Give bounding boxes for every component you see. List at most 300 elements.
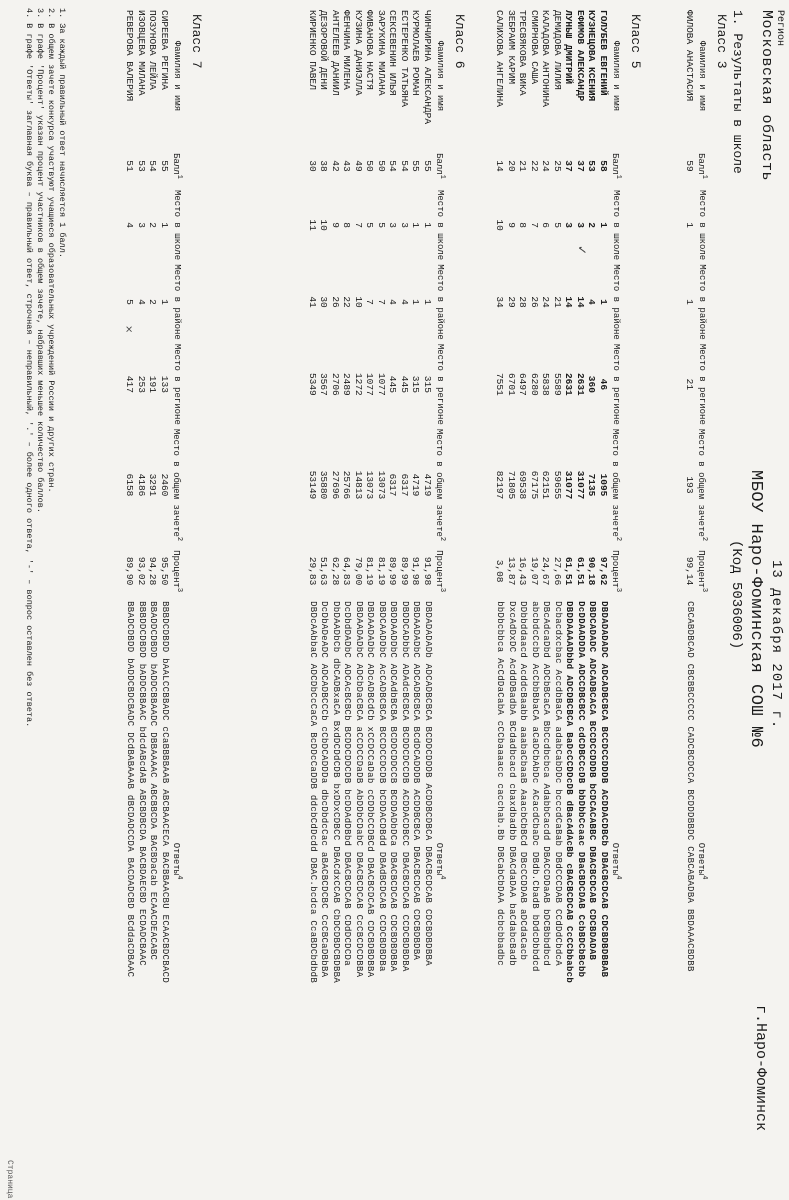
col-place-region-cell: 315 xyxy=(422,375,433,393)
col-answers-cell: DBDAADADbC ADCbDaCBCA aCCDCCDaDB AbDDbCDabC DBACBCDCAB CcCBCDCDBBA xyxy=(354,601,364,978)
col-place-school-cell: 2 xyxy=(586,222,598,228)
col-percent-header xyxy=(695,543,709,599)
col-name-cell: РЕВЕРОВА ВАЛЕРИЯ xyxy=(124,10,136,102)
col-place-school-cell: 1 xyxy=(422,222,433,228)
footnote-ref: 4 xyxy=(438,875,446,880)
col-place-school-cell: 4 xyxy=(124,222,136,228)
col-score-cell: 49 xyxy=(353,160,364,172)
col-place-region-header-label: Место в регионе xyxy=(435,343,446,425)
col-name-cell: АНТЕЛЕЕВ ДАНИИЛ xyxy=(330,10,341,96)
col-name-cell: СМИРНОВА САША xyxy=(529,10,540,85)
col-place-overall-header xyxy=(695,427,709,543)
col-place-region-cell: 133 xyxy=(159,375,170,393)
col-name-header xyxy=(433,8,447,144)
col-answers-cell: DBDADADADb ADCADBCBCA BCDDCDDDB ACDDBCDBCA DBACBCDCAB CDCBDBDBBA xyxy=(423,601,433,966)
col-name-cell: ТРЕСВЯКОВА ВИКА xyxy=(517,10,529,96)
col-answers-cell: DcDbdDADbC ADCAcBCBCb BCDDCDDCDB bcDDAdDBbd DBACBCDCAB CDdDCDCDa xyxy=(342,601,353,966)
city-name: г.Наро-Фоминск xyxy=(752,1005,769,1132)
table-row xyxy=(159,8,171,1123)
col-score-cell: 50 xyxy=(376,160,387,172)
col-place-overall-cell: 71805 xyxy=(506,470,517,500)
col-percent-header xyxy=(170,543,184,599)
col-percent-cell: 61,51 xyxy=(575,556,586,586)
table-row xyxy=(540,8,552,1123)
col-answers-cell: BBBDDCDBDD bADDCBBAAC bdcdABcdAB ABCBDBCDA BACBDAECBD ECDADCBAAC xyxy=(137,601,147,966)
school-name: МБОУ Наро-Фоминская СОШ №6 xyxy=(746,470,765,749)
table-row xyxy=(364,8,376,1123)
col-answers-header xyxy=(433,599,447,1123)
col-answers-cell: BBADCDBDD bADDCBDCBADC DCdBABAAAB dBCDADCCDA BACDADCBD BCddaCDBAAC xyxy=(125,601,136,978)
col-percent-cell: 29,83 xyxy=(307,556,318,586)
col-place-overall-cell: 59655 xyxy=(552,470,563,500)
col-place-school-cell: 1 xyxy=(684,222,695,228)
col-name-cell: КУЗНЕЦОВА КСЕНИЯ xyxy=(586,10,598,102)
col-place-region-header-label: Место в регионе xyxy=(697,343,708,425)
col-score-cell: 59 xyxy=(684,160,695,172)
col-name-cell: КУРМОЛАЕВ РОМАН xyxy=(410,10,422,96)
col-place-district-cell: 26 xyxy=(529,296,540,308)
col-place-school-header-label: Место в школе xyxy=(697,190,708,261)
col-place-overall-cell: 4719 xyxy=(410,473,422,497)
col-place-region-header xyxy=(695,342,709,427)
col-percent-header-label: Процент xyxy=(696,550,706,588)
col-place-district-cell: 22 xyxy=(341,296,353,308)
table-row xyxy=(124,8,136,1123)
table-header-row xyxy=(609,8,623,1123)
col-place-school-cell: 5 xyxy=(552,222,563,228)
table-row xyxy=(318,8,330,1123)
col-place-region-cell: 6701 xyxy=(506,372,517,396)
col-place-school-cell: 3 xyxy=(563,222,575,228)
col-answers-header xyxy=(695,599,709,1123)
col-place-region-header-label: Место в регионе xyxy=(611,343,622,425)
col-score-cell: 54 xyxy=(147,160,159,172)
table-row xyxy=(422,8,434,1123)
col-place-school-cell: 8 xyxy=(341,222,353,228)
col-percent-header xyxy=(433,543,447,599)
col-place-district-header xyxy=(609,262,623,342)
footnote-ref: 2 xyxy=(614,536,622,542)
col-place-overall-cell: 2460 xyxy=(159,473,170,497)
col-name-cell: СЕКСЕВЕНИН ИЛЬЯ xyxy=(387,10,399,96)
col-place-region-cell: 21 xyxy=(684,378,695,391)
col-answers-header xyxy=(170,599,184,1123)
table-row xyxy=(136,8,148,1123)
col-place-district-cell: 1 xyxy=(410,299,422,305)
col-percent-cell: 51,63 xyxy=(318,556,330,586)
col-place-region-cell: 5349 xyxy=(307,372,318,396)
col-percent-cell: 79,00 xyxy=(353,556,364,586)
results-table xyxy=(124,8,184,1123)
col-score-header-label: Балл xyxy=(610,153,620,175)
pen-check-mark: ✓ xyxy=(575,245,589,256)
col-name-header-label: Фамилия и имя xyxy=(172,40,183,112)
col-score-cell: 58 xyxy=(598,160,609,172)
col-place-overall-cell: 62151 xyxy=(540,470,552,500)
col-answers-header xyxy=(609,599,623,1123)
col-place-district-cell: 10 xyxy=(353,296,364,308)
col-answers-cell: DBDCADADC ADCADBCACA BCCDCCDDDB bCDCACABBC DBACBCDCAB CDCBDADAB xyxy=(587,601,598,961)
col-name-header-label: Фамилия и имя xyxy=(697,40,708,112)
footnote-ref: 3 xyxy=(700,587,708,593)
col-place-school-cell: 7 xyxy=(353,222,364,228)
col-score-cell: 43 xyxy=(341,160,353,172)
col-answers-cell: DBDAADADbC ADCADBCBCA BCdDCADDDB ACDDBCBCA DBACBCDCAB CDCBDBDBA xyxy=(411,601,422,961)
col-place-region-cell: 445 xyxy=(387,375,399,393)
col-name-cell: ЕФИМОВ АЛЕКСАНДР xyxy=(575,10,586,102)
col-place-district-cell: 21 xyxy=(552,296,563,308)
col-answers-cell: DBDcAAbbaC ADCDbCcCaCA BcDDcCaDDB ddcbCdDcdd DBAC.bcdca CcaBDCbdbdB xyxy=(308,601,318,984)
col-name-cell: ДЕМИДОВА ЛИЛИЯ xyxy=(552,10,563,90)
col-name-cell: ДЕЗОРОВОЙ ДЕНИ xyxy=(318,10,330,90)
col-name-cell: ФЕНЧИНА МИЛЕНА xyxy=(341,10,353,90)
col-percent-cell: 89,99 xyxy=(387,556,399,586)
results-table xyxy=(684,8,710,1123)
col-score-cell: 55 xyxy=(159,160,170,172)
col-place-region-header xyxy=(170,342,184,427)
col-place-region-cell: 315 xyxy=(410,375,422,393)
col-place-overall-cell: 25766 xyxy=(341,470,353,500)
col-place-district-header xyxy=(170,262,184,342)
col-percent-cell: 16,43 xyxy=(517,556,529,586)
col-score-header-label: Балл xyxy=(171,153,181,175)
col-score-cell: 38 xyxy=(318,160,330,172)
col-place-school-cell: 8 xyxy=(517,222,529,228)
col-answers-header-label: Ответы xyxy=(434,842,444,876)
class-title: Класс 3 xyxy=(714,14,729,69)
col-place-school-header-label: Место в школе xyxy=(611,190,622,261)
results-table xyxy=(307,8,448,1123)
col-percent-cell: 91,98 xyxy=(422,556,433,586)
results-table xyxy=(494,8,623,1123)
col-place-school-cell: 6 xyxy=(540,222,552,228)
table-row xyxy=(387,8,399,1123)
col-place-overall-header-label: Место в общем зачете xyxy=(696,428,706,537)
col-place-school-cell: 2 xyxy=(147,222,159,228)
col-place-overall-cell: 6317 xyxy=(387,473,399,497)
col-score-cell: 37 xyxy=(575,160,586,172)
col-place-region-cell: 2631 xyxy=(575,372,586,396)
col-score-cell: 21 xyxy=(517,160,529,172)
footnote: 2. В общем зачете конкурса участвуют учащиеся образовательных учреждений России и других стран. xyxy=(46,8,56,493)
col-answers-cell: DBDCAADDbC AcCADBCBCA BCCDCCDCDB bCDDACDBdd DBAdBCDCAB CCDCBDBDBa xyxy=(377,601,387,972)
col-name-cell: ФИЛОВА АНАСТАСИЯ xyxy=(684,10,695,102)
col-place-region-cell: 191 xyxy=(147,375,159,393)
col-score-cell: 53 xyxy=(136,160,147,172)
col-answers-cell: DcDbADeADC ADCADBCCCb cCbDCADDDa dbcDbdcCac aBACBCDCBC CcCBCaDBbBA xyxy=(319,601,330,978)
col-place-district-cell: 1 xyxy=(159,299,170,305)
col-place-overall-cell: 3291 xyxy=(147,473,159,497)
footnote: 3. В графе 'Процент' указан процент участников в общем зачете, набравших меньшее количество баллов. xyxy=(35,8,45,513)
col-percent-cell: 81,19 xyxy=(364,556,376,586)
col-place-district-cell: 24 xyxy=(540,296,552,308)
col-answers-cell: DBDDCADbbC ADAdcBCBCA BCDDCDCCDB ACDDACDBCC DBACBCDCAB CCDCBDBDBA xyxy=(400,601,410,972)
col-place-region-cell: 360 xyxy=(586,375,598,393)
col-place-region-cell: 1077 xyxy=(376,372,387,396)
document-date: 13 декабря 2017 г. xyxy=(768,560,784,730)
col-percent-cell: 89,99 xyxy=(399,556,410,586)
col-name-header-label: Фамилия и имя xyxy=(435,40,446,112)
col-name-cell: ЧИНЧИРИНА АЛЕКСАНДРА xyxy=(422,10,433,125)
col-place-school-cell: 7 xyxy=(529,222,540,228)
col-place-district-cell: 1 xyxy=(422,299,433,305)
col-place-region-cell: 2489 xyxy=(341,372,353,396)
col-score-cell: 24 xyxy=(540,160,552,172)
table-row xyxy=(598,8,610,1123)
col-place-district-cell: 30 xyxy=(318,296,330,308)
col-place-district-cell: 4 xyxy=(399,299,410,305)
col-place-school-cell: 11 xyxy=(307,219,318,231)
col-percent-cell: 91,98 xyxy=(410,556,422,586)
col-place-region-cell: 5838 xyxy=(540,372,552,396)
col-place-overall-cell: 35880 xyxy=(318,470,330,500)
class-title: Класс 5 xyxy=(628,14,643,69)
col-place-school-cell: 3 xyxy=(399,222,410,228)
col-place-overall-header-label: Место в общем зачете xyxy=(610,428,620,537)
col-score-cell: 53 xyxy=(586,160,598,172)
col-name-cell: КИРИЕНКО ПАВЕЛ xyxy=(307,10,318,90)
col-place-district-cell: 28 xyxy=(517,296,529,308)
col-place-region-cell: 6497 xyxy=(517,372,529,396)
col-answers-cell: DbDAADbCb dbCADBxaCA BxdDCDdCDB bxDDxCDBCC DBACdxCCAB CbDCDBDCBDBBA xyxy=(331,601,341,984)
section-title: 1. Результаты в школе xyxy=(730,10,745,174)
col-place-overall-cell: 69538 xyxy=(517,470,529,500)
col-place-region-cell: 6280 xyxy=(529,372,540,396)
col-percent-cell: 94,28 xyxy=(147,556,159,586)
table-row xyxy=(506,8,518,1123)
table-row xyxy=(399,8,411,1123)
table-row xyxy=(575,8,587,1123)
col-place-school-cell: 10 xyxy=(318,219,330,231)
col-name-cell: ЗАРУКИНА МИЛАНА xyxy=(376,10,387,96)
col-place-district-cell: 1 xyxy=(598,299,609,305)
col-place-region-cell: 253 xyxy=(136,375,147,393)
col-place-school-header xyxy=(433,188,447,262)
col-name-header-label: Фамилия и имя xyxy=(611,40,622,112)
col-place-overall-cell: 193 xyxy=(684,476,695,494)
col-name-cell: КУЗИНА ДАНИЭЛЛА xyxy=(353,10,364,96)
col-score-cell: 55 xyxy=(410,160,422,172)
footnote-ref: 4 xyxy=(175,875,183,880)
footnote-ref: 4 xyxy=(614,875,622,880)
col-place-district-header xyxy=(695,262,709,342)
col-place-region-header xyxy=(609,342,623,427)
col-place-region-cell: 3567 xyxy=(318,372,330,396)
col-percent-cell: 90,18 xyxy=(586,556,598,586)
col-percent-cell: 64,83 xyxy=(341,556,353,586)
region-name: Московская область xyxy=(758,10,775,182)
col-place-region-cell: 1077 xyxy=(364,372,376,396)
table-header-row xyxy=(433,8,447,1123)
col-score-cell: 30 xyxy=(307,160,318,172)
table-header-row xyxy=(695,8,709,1123)
col-answers-cell: Dcbacdxcbac AccdbBaCA adabCabDDc bcccdCaBab DBdCCCDAB CCdDdCbdcA xyxy=(553,601,563,966)
col-answers-cell: DBDDAADDbC ADCAdbBCBA BCDDCDDCCB BCDDADbDCa DBACBCDCAB CDCBDBDBBA xyxy=(388,601,399,972)
col-place-overall-cell: 31077 xyxy=(563,470,575,500)
col-percent-cell: 97,62 xyxy=(598,556,609,586)
school-code: (Код 5036006) xyxy=(728,540,744,650)
col-place-school-cell: 1 xyxy=(598,222,609,228)
table-row xyxy=(563,8,575,1123)
col-place-school-cell: 9 xyxy=(506,222,517,228)
class-title: Класс 6 xyxy=(452,14,467,69)
col-place-district-cell: 7 xyxy=(376,299,387,305)
col-place-overall-cell: 67175 xyxy=(529,470,540,500)
col-name-cell: СИРЕЕВА РЕГИНА xyxy=(159,10,170,90)
col-place-school-cell: 1 xyxy=(410,222,422,228)
table-row xyxy=(307,8,319,1123)
col-percent-cell: 89,90 xyxy=(124,556,136,586)
col-percent-cell: 61,51 xyxy=(563,556,575,586)
table-row xyxy=(147,8,159,1123)
col-percent-header-label: Процент xyxy=(171,550,181,588)
col-place-region-header xyxy=(433,342,447,427)
table-row xyxy=(353,8,365,1123)
table-row xyxy=(330,8,342,1123)
col-place-overall-header-label: Место в общем зачете xyxy=(171,428,181,537)
footnote-ref: 3 xyxy=(614,587,622,593)
table-row xyxy=(410,8,422,1123)
col-place-school-cell: 1 xyxy=(159,222,170,228)
col-place-region-cell: 2706 xyxy=(330,372,341,396)
col-answers-cell: DBcAdcaDbd ADCbBCaCA BbCcdbcbca AdabbCacdd DBACCDDaAB bDCBbbdbcd xyxy=(541,601,552,966)
col-name-header xyxy=(609,8,623,144)
col-place-region-cell: 1272 xyxy=(353,372,364,396)
col-answers-cell: DcDDAADDDA ADCCDBCBCC cdCDBCCcDB bbDbbCcaac DBaCBDCDAB CcbBDCbBcbb xyxy=(576,601,586,978)
col-place-overall-header-label: Место в общем зачете xyxy=(434,428,444,537)
col-place-school-cell: 5 xyxy=(364,222,376,228)
col-place-region-cell: 7551 xyxy=(494,372,506,396)
footnote-ref: 2 xyxy=(700,536,708,542)
col-score-cell: 14 xyxy=(494,160,506,172)
col-score-cell: 50 xyxy=(364,160,376,172)
col-place-district-header xyxy=(433,262,447,342)
col-score-header xyxy=(609,144,623,188)
footnote-ref: 3 xyxy=(175,587,183,593)
col-percent-cell: 93,02 xyxy=(136,556,147,586)
col-place-district-cell: 2 xyxy=(147,299,159,305)
footnote-ref: 1 xyxy=(438,174,446,179)
col-place-district-cell: 4 xyxy=(136,299,147,305)
col-place-region-cell: 5589 xyxy=(552,372,563,396)
col-answers-header-label: Ответы xyxy=(171,842,181,876)
table-row xyxy=(341,8,353,1123)
footnote-ref: 3 xyxy=(438,587,446,593)
col-place-district-cell: 29 xyxy=(506,296,517,308)
col-place-district-cell: 34 xyxy=(494,296,506,308)
col-answers-cell: DBDDAAAADbbd ADCDBCBCA BaDcCCDDcDB dBacAdAcBb cBACBCDCAB CcCCbbabcb xyxy=(564,601,575,984)
col-percent-cell: 3,08 xyxy=(494,559,506,583)
col-place-district-header-label: Место в районе xyxy=(611,264,622,340)
col-name-cell: ГОЛУБЕВ ЕВГЕНИЙ xyxy=(598,10,609,96)
col-answers-cell: DDbbddaacd AcddcBaabb aaabaCbaaB AaacbCbBCd DBcCCDDAB aDCdaCacb xyxy=(518,601,529,961)
col-place-overall-header xyxy=(609,427,623,543)
col-answers-cell: DBDAADADbC ADcADBCdCb xCCDCCaDab cCDDbCCDBCd DBACBCDCAB CDCBDBDBBA xyxy=(365,601,376,978)
col-place-overall-header xyxy=(170,427,184,543)
region-label: Регион xyxy=(774,10,785,47)
col-place-district-header-label: Место в районе xyxy=(172,264,183,340)
col-answers-header-label: Ответы xyxy=(610,842,620,876)
col-percent-cell: 24,67 xyxy=(540,556,552,586)
footnote-ref: 1 xyxy=(700,174,708,179)
col-place-region-cell: 417 xyxy=(124,375,136,393)
footnote-ref: 4 xyxy=(700,875,708,880)
footnote-ref: 1 xyxy=(614,174,622,179)
col-place-region-header-label: Место в регионе xyxy=(172,343,183,425)
col-score-header xyxy=(170,144,184,188)
col-place-district-header-label: Место в районе xyxy=(435,264,446,340)
col-place-region-cell: 445 xyxy=(399,375,410,393)
col-place-overall-cell: 14813 xyxy=(353,470,364,500)
footnote-ref: 1 xyxy=(175,174,183,179)
footnote-ref: 2 xyxy=(175,536,183,542)
col-percent-header xyxy=(609,543,623,599)
col-place-overall-cell: 31077 xyxy=(575,470,586,500)
col-answers-cell: CBCABDBCAD CBCBBCCCCC CADCBCDCCA BCDDDBBDC CABCABADBA BBDAAACBDBB xyxy=(685,601,695,972)
col-score-cell: 22 xyxy=(529,160,540,172)
col-score-header-label: Балл xyxy=(434,153,444,175)
col-place-overall-cell: 53149 xyxy=(307,470,318,500)
col-place-school-cell: 3 xyxy=(575,222,586,228)
col-place-district-cell: 26 xyxy=(330,296,341,308)
col-percent-cell: 13,87 xyxy=(506,556,517,586)
col-place-district-cell: 14 xyxy=(575,296,586,308)
col-place-district-cell: 5 xyxy=(124,299,136,305)
col-name-cell: САЛИХОВА АНГЕЛИНА xyxy=(494,10,506,107)
col-place-district-cell: 4 xyxy=(586,299,598,305)
col-answers-cell: DBDADADADC ADCADBCBCA BCCDCCDDDB ACDDACDBCb DBACBCDCAB CDCBDBDBBAB xyxy=(599,601,609,978)
col-answers-cell: BBADDCDBDD bADDCBBAADC DBBAAAAC ABCBBCDA BACBDaCab ECAACDEACABC xyxy=(148,601,159,961)
table-header-row xyxy=(170,8,184,1123)
col-place-region-cell: 46 xyxy=(598,378,609,391)
col-score-cell: 37 xyxy=(563,160,575,172)
col-place-school-cell: 9 xyxy=(330,222,341,228)
col-score-cell: 25 xyxy=(552,160,563,172)
footnote: 4. В графе 'Ответы' заглавная буква – правильный ответ, строчная – неправильный, '.' – более одного ответа, '-' – вопрос оставлен без ответа. xyxy=(24,8,34,728)
pen-mark: × xyxy=(123,325,134,334)
col-place-overall-header xyxy=(433,427,447,543)
col-place-district-cell: 41 xyxy=(307,296,318,308)
col-percent-cell: 19,07 xyxy=(529,556,540,586)
col-place-district-cell: 1 xyxy=(684,299,695,305)
col-answers-cell: BBBDCDBDD bAALCCBBADC cCaBBBBAAB ABCBAACECA BACBBAACBU ECAACBDCBACD xyxy=(160,601,170,984)
col-place-school-header-label: Место в школе xyxy=(172,190,183,261)
col-name-cell: ПОЗУНОВА ЛЕЙЛА xyxy=(147,10,159,90)
col-percent-cell: 99,14 xyxy=(684,556,695,586)
col-score-cell: 54 xyxy=(399,160,410,172)
col-score-header xyxy=(695,144,709,188)
footnote: 1. За каждый правильный ответ начисляется 1 балл. xyxy=(57,8,67,258)
table-row xyxy=(586,8,598,1123)
col-answers-cell: bbDbcbbca AcCdDaCabA cCCbaaaacc cacchab.Bb DBCabCbDAA dcbcbbadbc xyxy=(495,601,506,966)
col-answers-cell: DxcAdDxDC AcddDBadbA BCdadbcacd cbaxdbadbb DBACdaDAA baCdabcBadb xyxy=(507,601,517,966)
col-percent-cell: 27,66 xyxy=(552,556,563,586)
col-place-overall-cell: 13073 xyxy=(376,470,387,500)
col-place-school-cell: 10 xyxy=(494,219,506,231)
col-place-overall-cell: 82197 xyxy=(494,470,506,500)
col-place-school-header xyxy=(695,188,709,262)
col-score-cell: 20 xyxy=(506,160,517,172)
col-place-overall-cell: 13073 xyxy=(364,470,376,500)
col-place-school-cell: 3 xyxy=(136,222,147,228)
col-score-header-label: Балл xyxy=(696,153,706,175)
col-place-overall-cell: 27696 xyxy=(330,470,341,500)
col-name-header xyxy=(695,8,709,144)
col-name-cell: ЕСТЕРЕНКО ТАТЬЯНА xyxy=(399,10,410,107)
col-place-overall-cell: 6158 xyxy=(124,473,136,497)
class-title: Класс 7 xyxy=(189,14,204,69)
footnote-ref: 2 xyxy=(438,536,446,542)
